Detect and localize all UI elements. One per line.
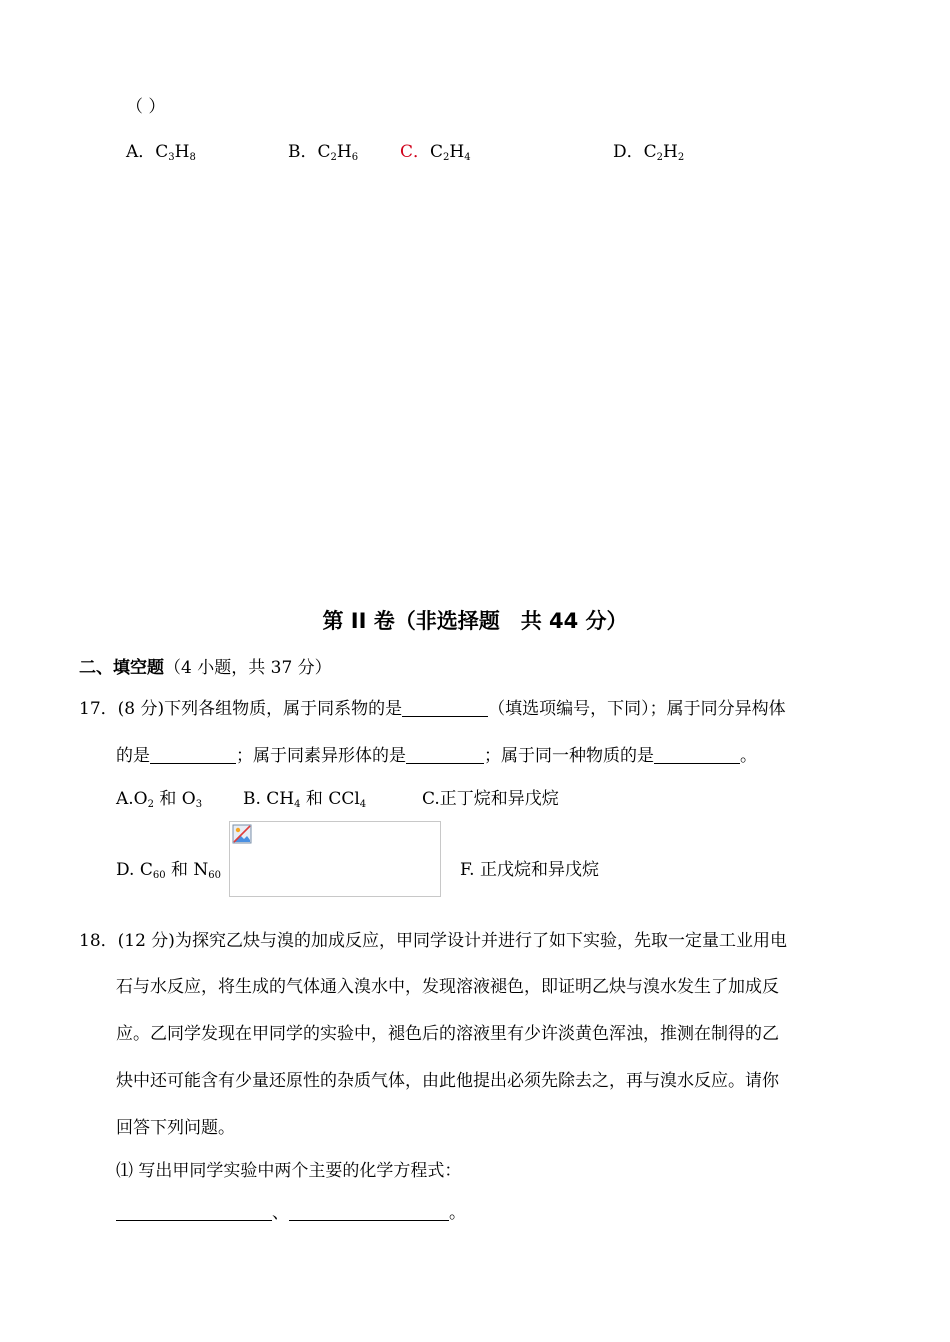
q17-option-a: $A.O_2$ 和 $O_3$ (116, 789, 203, 810)
q17-option-b: B. $CH_4$ 和 CCl$_4$ (243, 789, 367, 810)
option-d: D．$C_2H_2$ (613, 142, 685, 163)
q17-option-e-image (229, 821, 441, 897)
q17-option-d: D. $C_{60}$ 和 $N_{60}$ (116, 860, 221, 881)
question-17-line-1: 17．(8 分)下列各组物质，属于同系物的是 （填选项编号，下同）；属于同分异构体 (79, 699, 786, 719)
question-18-line-4: 炔中还可能含有少量还原性的杂质气体，由此他提出必须先除去之，再与溴水反应。请你 (116, 1071, 779, 1091)
section-heading (79, 653, 332, 678)
q18-subquestion-1: ⑴ 写出甲同学实验中两个主要的化学方程式： (116, 1161, 462, 1181)
question-number: 17． (79, 699, 118, 719)
question-17-line-2: 的是 ；属于同素异形体的是 ；属于同一种物质的是 。 (116, 746, 757, 766)
section-heading-note: （4 小题，共 37 分） (164, 658, 332, 678)
option-letter: A． (126, 142, 156, 162)
section-title: 第 II 卷（非选择题 共 44 分） (322, 609, 628, 633)
answer-blank[interactable] (402, 699, 488, 717)
option-b: B．$C_2H_6$ (288, 142, 359, 163)
q18-equation-answers: 、 。 (116, 1198, 466, 1223)
q17-option-c: C.正丁烷和异戊烷 (422, 789, 559, 809)
option-c: C．$C_2H_4$ (400, 142, 471, 163)
broken-image-icon (232, 824, 252, 844)
answer-blank[interactable] (654, 746, 740, 764)
question-18-line-1: 18．(12 分)为探究乙炔与溴的加成反应，甲同学设计并进行了如下实验，先取一定量工业用电 (79, 931, 787, 951)
option-letter: B． (288, 142, 318, 162)
question-number: 18． (79, 931, 118, 951)
answer-blank[interactable] (150, 746, 236, 764)
answer-parentheses: （ ） (126, 97, 166, 117)
question-18-line-3: 应。乙同学发现在甲同学的实验中，褪色后的溶液里有少许淡黄色浑浊，推测在制得的乙 (116, 1024, 779, 1044)
question-18-line-5: 回答下列问题。 (116, 1118, 235, 1138)
equation-blank-2[interactable] (289, 1203, 449, 1221)
q17-option-f: F. 正戊烷和异戊烷 (460, 860, 599, 880)
equation-blank-1[interactable] (116, 1203, 272, 1221)
option-a: A．$C_3H_8$ (126, 142, 196, 163)
option-letter: D． (613, 142, 644, 162)
question-18-line-2: 石与水反应，将生成的气体通入溴水中，发现溶液褪色，即证明乙炔与溴水发生了加成反 (116, 977, 779, 997)
option-letter-highlighted: C． (400, 142, 431, 162)
answer-blank[interactable] (406, 746, 484, 764)
section-heading-label: 二、填空题 (79, 658, 164, 678)
